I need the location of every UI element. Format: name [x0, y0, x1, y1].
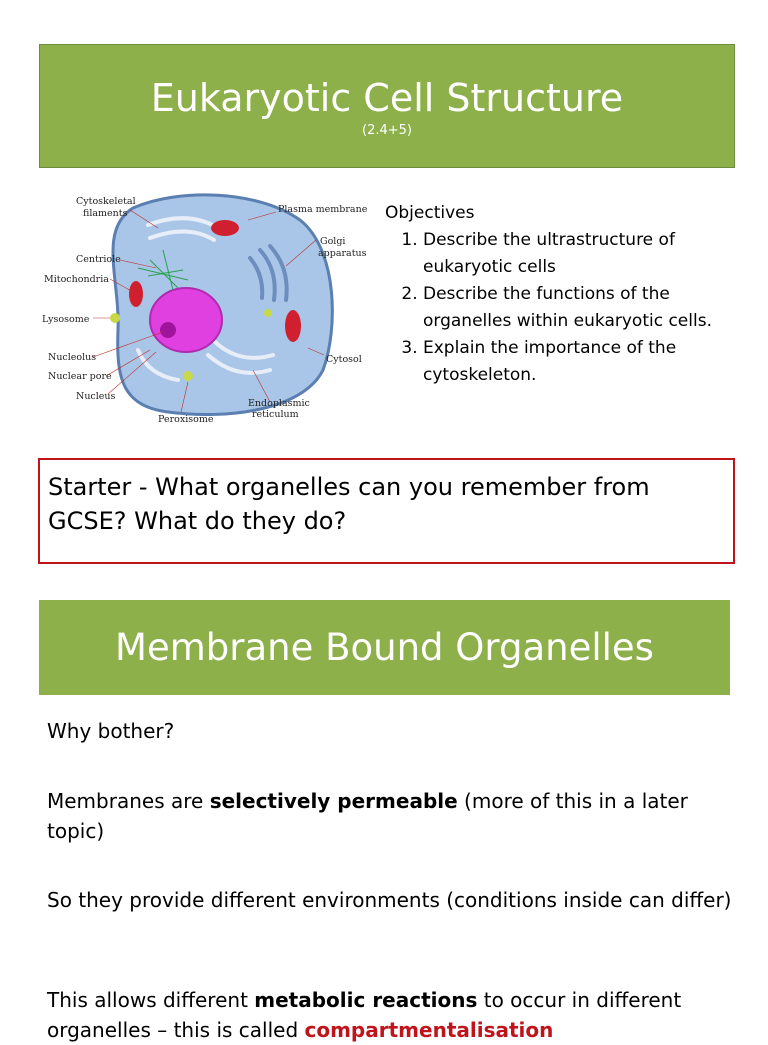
para-text: to occur in different [477, 988, 682, 1012]
paragraph-metabolic [47, 985, 737, 1045]
para-text: Why bother? [47, 719, 175, 743]
mitochondrion [211, 220, 239, 236]
para-text: (more of this in a later topic) [47, 789, 688, 843]
objectives-heading: Objectives [385, 203, 475, 223]
label-centriole: Centriole [76, 254, 121, 265]
label-filaments: filaments [83, 208, 128, 219]
key-term-red: compartmentalisation [304, 1018, 554, 1042]
mitochondrion [129, 281, 143, 307]
paragraph-environments [47, 885, 737, 915]
label-lysosome: Lysosome [42, 314, 90, 325]
label-plasma-membrane: Plasma membrane [278, 204, 368, 215]
para-text: This allows different [47, 988, 255, 1012]
page-subtitle: (2.4+5) [362, 123, 412, 138]
cell-diagram [38, 180, 368, 430]
vesicle [264, 309, 272, 317]
objective-item: 3. Explain the importance of the cytoskeleton. [423, 335, 725, 389]
label-reticulum: reticulum [252, 409, 299, 420]
para-text: Membranes are [47, 789, 210, 813]
objective-item: 2. Describe the functions of the organelles within eukaryotic cells. [423, 281, 725, 335]
key-term: selectively permeable [209, 789, 458, 813]
para-text: organelles – this is called [47, 1018, 305, 1042]
objectives-list [385, 227, 725, 389]
label-nucleolus: Nucleolus [48, 352, 97, 363]
nucleus-shape [150, 288, 222, 352]
label-peroxisome: Peroxisome [158, 414, 214, 425]
section-title: Membrane Bound Organelles [115, 626, 654, 669]
paragraph-why-bother [47, 716, 737, 746]
starter-text: Starter - What organelles can you remember from GCSE? What do they do? [48, 473, 650, 535]
mitochondrion [285, 310, 301, 342]
label-cytoskeletal: Cytoskeletal [76, 196, 136, 207]
title-banner [39, 44, 735, 168]
label-endoplasmic: Endoplasmic [248, 398, 310, 409]
paragraph-membranes [47, 786, 737, 846]
para-text: So they provide different environments (conditions inside can differ) [47, 888, 732, 912]
label-cytosol: Cytosol [326, 354, 362, 365]
label-golgi: Golgi [320, 236, 346, 247]
objective-item: 1. Describe the ultrastructure of eukaryotic cells [423, 227, 725, 281]
peroxisome-shape [183, 371, 193, 381]
label-apparatus: apparatus [318, 248, 367, 259]
lysosome-shape [110, 313, 120, 323]
label-nuclear-pore: Nuclear pore [48, 371, 112, 382]
key-term: metabolic reactions [254, 988, 478, 1012]
page-title: Eukaryotic Cell Structure [150, 76, 624, 120]
objectives [385, 200, 725, 389]
starter-box [38, 458, 735, 564]
section-banner [39, 600, 730, 695]
label-mitochondria: Mitochondria [44, 274, 109, 285]
label-nucleus: Nucleus [76, 391, 116, 402]
nucleolus-shape [160, 322, 176, 338]
